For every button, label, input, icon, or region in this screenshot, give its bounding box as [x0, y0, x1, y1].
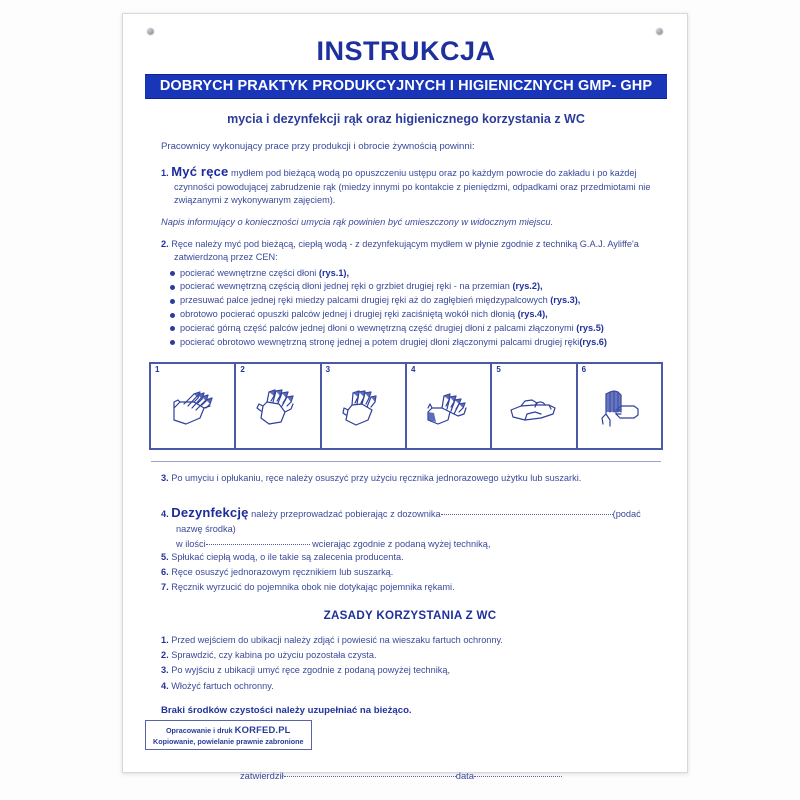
stamp-line-1 [153, 724, 304, 736]
figure-cell-3 [322, 364, 407, 448]
publisher-brand: KORFED.PL [234, 724, 291, 736]
wc-rule-4 [161, 680, 659, 693]
section-2-text: Ręce należy myć pod bieżącą, ciepłą wodą - z dezynfekującym mydłem w płynie zgodnie z techniką G.A.J. Ayliffe'a zatwierdzoną przez CEN: [171, 239, 639, 263]
fill-in-line-quantity[interactable] [206, 544, 310, 545]
figure-number: 5 [496, 365, 501, 375]
bullet-text: pocierać wewnętrzne części dłoni [180, 267, 319, 278]
section-4-text-a: należy przeprowadzać pobierając z dozownika [251, 509, 441, 520]
instruction-sheet [122, 13, 688, 782]
section-7-text: Ręcznik wyrzucić do pojemnika obok nie dotykając pojemnika rękami. [171, 581, 455, 592]
fill-in-line-signature[interactable] [284, 776, 456, 777]
bullet-ref: (rys.1), [318, 267, 350, 278]
approval-date-label: data [455, 770, 474, 782]
figure-cell-6 [578, 364, 661, 448]
subtitle-banner: DOBRYCH PRAKTYK PRODUKCYJNYCH I HIGIENICZNYCH GMP- GHP [145, 74, 667, 99]
wc-supplies-note: Braki środków czystości należy uzupełniać na bieżąco. [161, 704, 412, 716]
section-2 [161, 238, 659, 264]
section-5 [161, 551, 659, 564]
wc-rule-3-text: Po wyjściu z ubikacji umyć ręce zgodnie z podaną powyżej techniką, [171, 665, 451, 676]
figure-cell-1 [151, 364, 236, 448]
section-4-text-c: w ilości [176, 538, 206, 549]
divider-after-figures [151, 461, 661, 462]
list-item [169, 322, 659, 335]
section-1-text: mydłem pod bieżącą wodą po opuszczeniu ustępu oraz po każdym powrocie do zakładu i po każdej czynności powodującej zabrudzenie rąk (miedzy innymi po kontakcie z pieniędzmi, odpadkami oraz przedmiotami nie związanymi z wykonywanym zajęciem). [174, 167, 651, 206]
wc-section-title: ZASADY KORZYSTANIA Z WC [323, 608, 497, 622]
list-item [169, 267, 659, 280]
section-1-keyword: Myć ręce [171, 163, 229, 179]
publisher-stamp [145, 720, 312, 750]
section-6 [161, 566, 659, 579]
section-7 [161, 581, 659, 594]
wc-rule-2-text: Sprawdzić, czy kabina po użyciu pozostała czysta. [171, 650, 377, 661]
figure-number: 4 [410, 365, 416, 375]
intro-paragraph: Pracownicy wykonujący prace przy produkcji i obrocie żywnością powinni: [161, 141, 475, 152]
bullet-ref: (rys.6) [579, 336, 607, 347]
fingertips-in-palm-icon [590, 378, 648, 434]
stamp-prefix: Opracowanie i druk [165, 726, 233, 736]
document-subtitle: mycia i dezynfekcji rąk oraz higienicznego korzystania z WC [227, 112, 585, 126]
figure-cell-4 [407, 364, 492, 448]
section-4-keyword: Dezynfekcję [171, 505, 249, 521]
bullet-ref: (rys.3), [550, 295, 581, 306]
section-3-number: 3. [161, 473, 169, 484]
page-title: INSTRUKCJA [316, 36, 496, 66]
section-1-note: Napis informujący o konieczności umycia rąk powinien być umieszczony w widocznym miejscu. [161, 217, 554, 228]
figure-number: 6 [581, 365, 587, 375]
figure-number: 3 [325, 365, 331, 375]
thumb-rotation-icon [505, 378, 563, 434]
palm-over-back-icon [249, 378, 307, 434]
section-7-number: 7. [161, 581, 169, 592]
handwash-figure-strip [149, 362, 663, 450]
figure-number: 2 [240, 365, 245, 375]
bullet-ref: (rys.2), [512, 281, 543, 292]
section-4-text-d: wcierając zgodnie z podaną wyżej techniką, [312, 538, 491, 549]
figure-cell-2 [236, 364, 321, 448]
backs-of-fingers-icon [420, 378, 478, 434]
bullet-text: przesuwać palce jednej ręki miedzy palcami drugiej ręki aż do zagłębień międzypalcowych [180, 295, 551, 306]
section-3 [161, 472, 659, 485]
section-4 [161, 504, 659, 536]
section-5-text: Spłukać ciepłą wodą, o ile takie są zalecenia producenta. [171, 551, 404, 562]
wc-rule-2-number: 2. [161, 650, 169, 661]
list-item [169, 294, 659, 307]
palm-to-palm-icon [164, 378, 222, 434]
figure-number: 1 [155, 365, 160, 375]
section-6-number: 6. [161, 566, 169, 577]
section-1-number: 1. [161, 167, 169, 178]
wc-rule-3 [161, 664, 659, 677]
wc-rule-1-number: 1. [161, 635, 169, 646]
wc-rule-4-text: Włożyć fartuch ochronny. [171, 680, 274, 691]
bullet-text: pocierać górną część palców jednej dłoni o wewnętrzną część drugiej dłoni z palcami złączonymi [180, 322, 577, 333]
bullet-ref: (rys.4), [517, 309, 548, 320]
section-1 [161, 163, 659, 208]
approval-line [161, 769, 659, 782]
wc-rule-1-text: Przed wejściem do ubikacji należy zdjąć i powiesić na wieszaku fartuch ochronny. [171, 635, 503, 646]
technique-bullet-list [161, 267, 659, 350]
list-item [169, 336, 659, 349]
bullet-text: obrotowo pocierać opuszki palców jednej i drugiej ręki zaciśniętą wokół nich dłonią [180, 309, 518, 320]
sheet-content [145, 24, 667, 783]
wc-rule-2 [161, 649, 659, 662]
interlaced-fingers-icon [334, 378, 392, 434]
approval-sign-label: zatwierdził [239, 770, 284, 782]
section-5-number: 5. [161, 551, 169, 562]
section-4-line-2 [161, 538, 659, 551]
section-4-text-b: (podać nazwę środka) [176, 509, 641, 534]
body-column [145, 140, 667, 349]
section-2-number: 2. [161, 239, 169, 250]
bullet-text: pocierać wewnętrzną częścią dłoni jednej ręki o grzbiet drugiej ręki - na przemian [180, 281, 513, 292]
section-6-text: Ręce osuszyć jednorazowym ręcznikiem lub suszarką. [171, 566, 394, 577]
bullet-text: pocierać obrotowo wewnętrzną stronę jednej a potem drugiej dłoni złączonymi palcami drugiej ręki [180, 336, 580, 347]
fill-in-line-date[interactable] [474, 776, 562, 777]
wc-rule-1 [161, 634, 659, 647]
section-4-number: 4. [161, 509, 169, 520]
wc-rule-4-number: 4. [161, 680, 169, 691]
list-item [169, 280, 659, 293]
bullet-ref: (rys.5) [576, 322, 604, 333]
fill-in-line-agent-name[interactable] [441, 514, 613, 515]
section-3-text: Po umyciu i opłukaniu, ręce należy osuszyć przy użyciu ręcznika jednorazowego użytku lub suszarki. [171, 473, 582, 484]
wc-rule-3-number: 3. [161, 665, 169, 676]
figure-cell-5 [492, 364, 577, 448]
stamp-line-2: Kopiowanie, powielanie prawnie zabronione [153, 736, 304, 746]
list-item [169, 308, 659, 321]
